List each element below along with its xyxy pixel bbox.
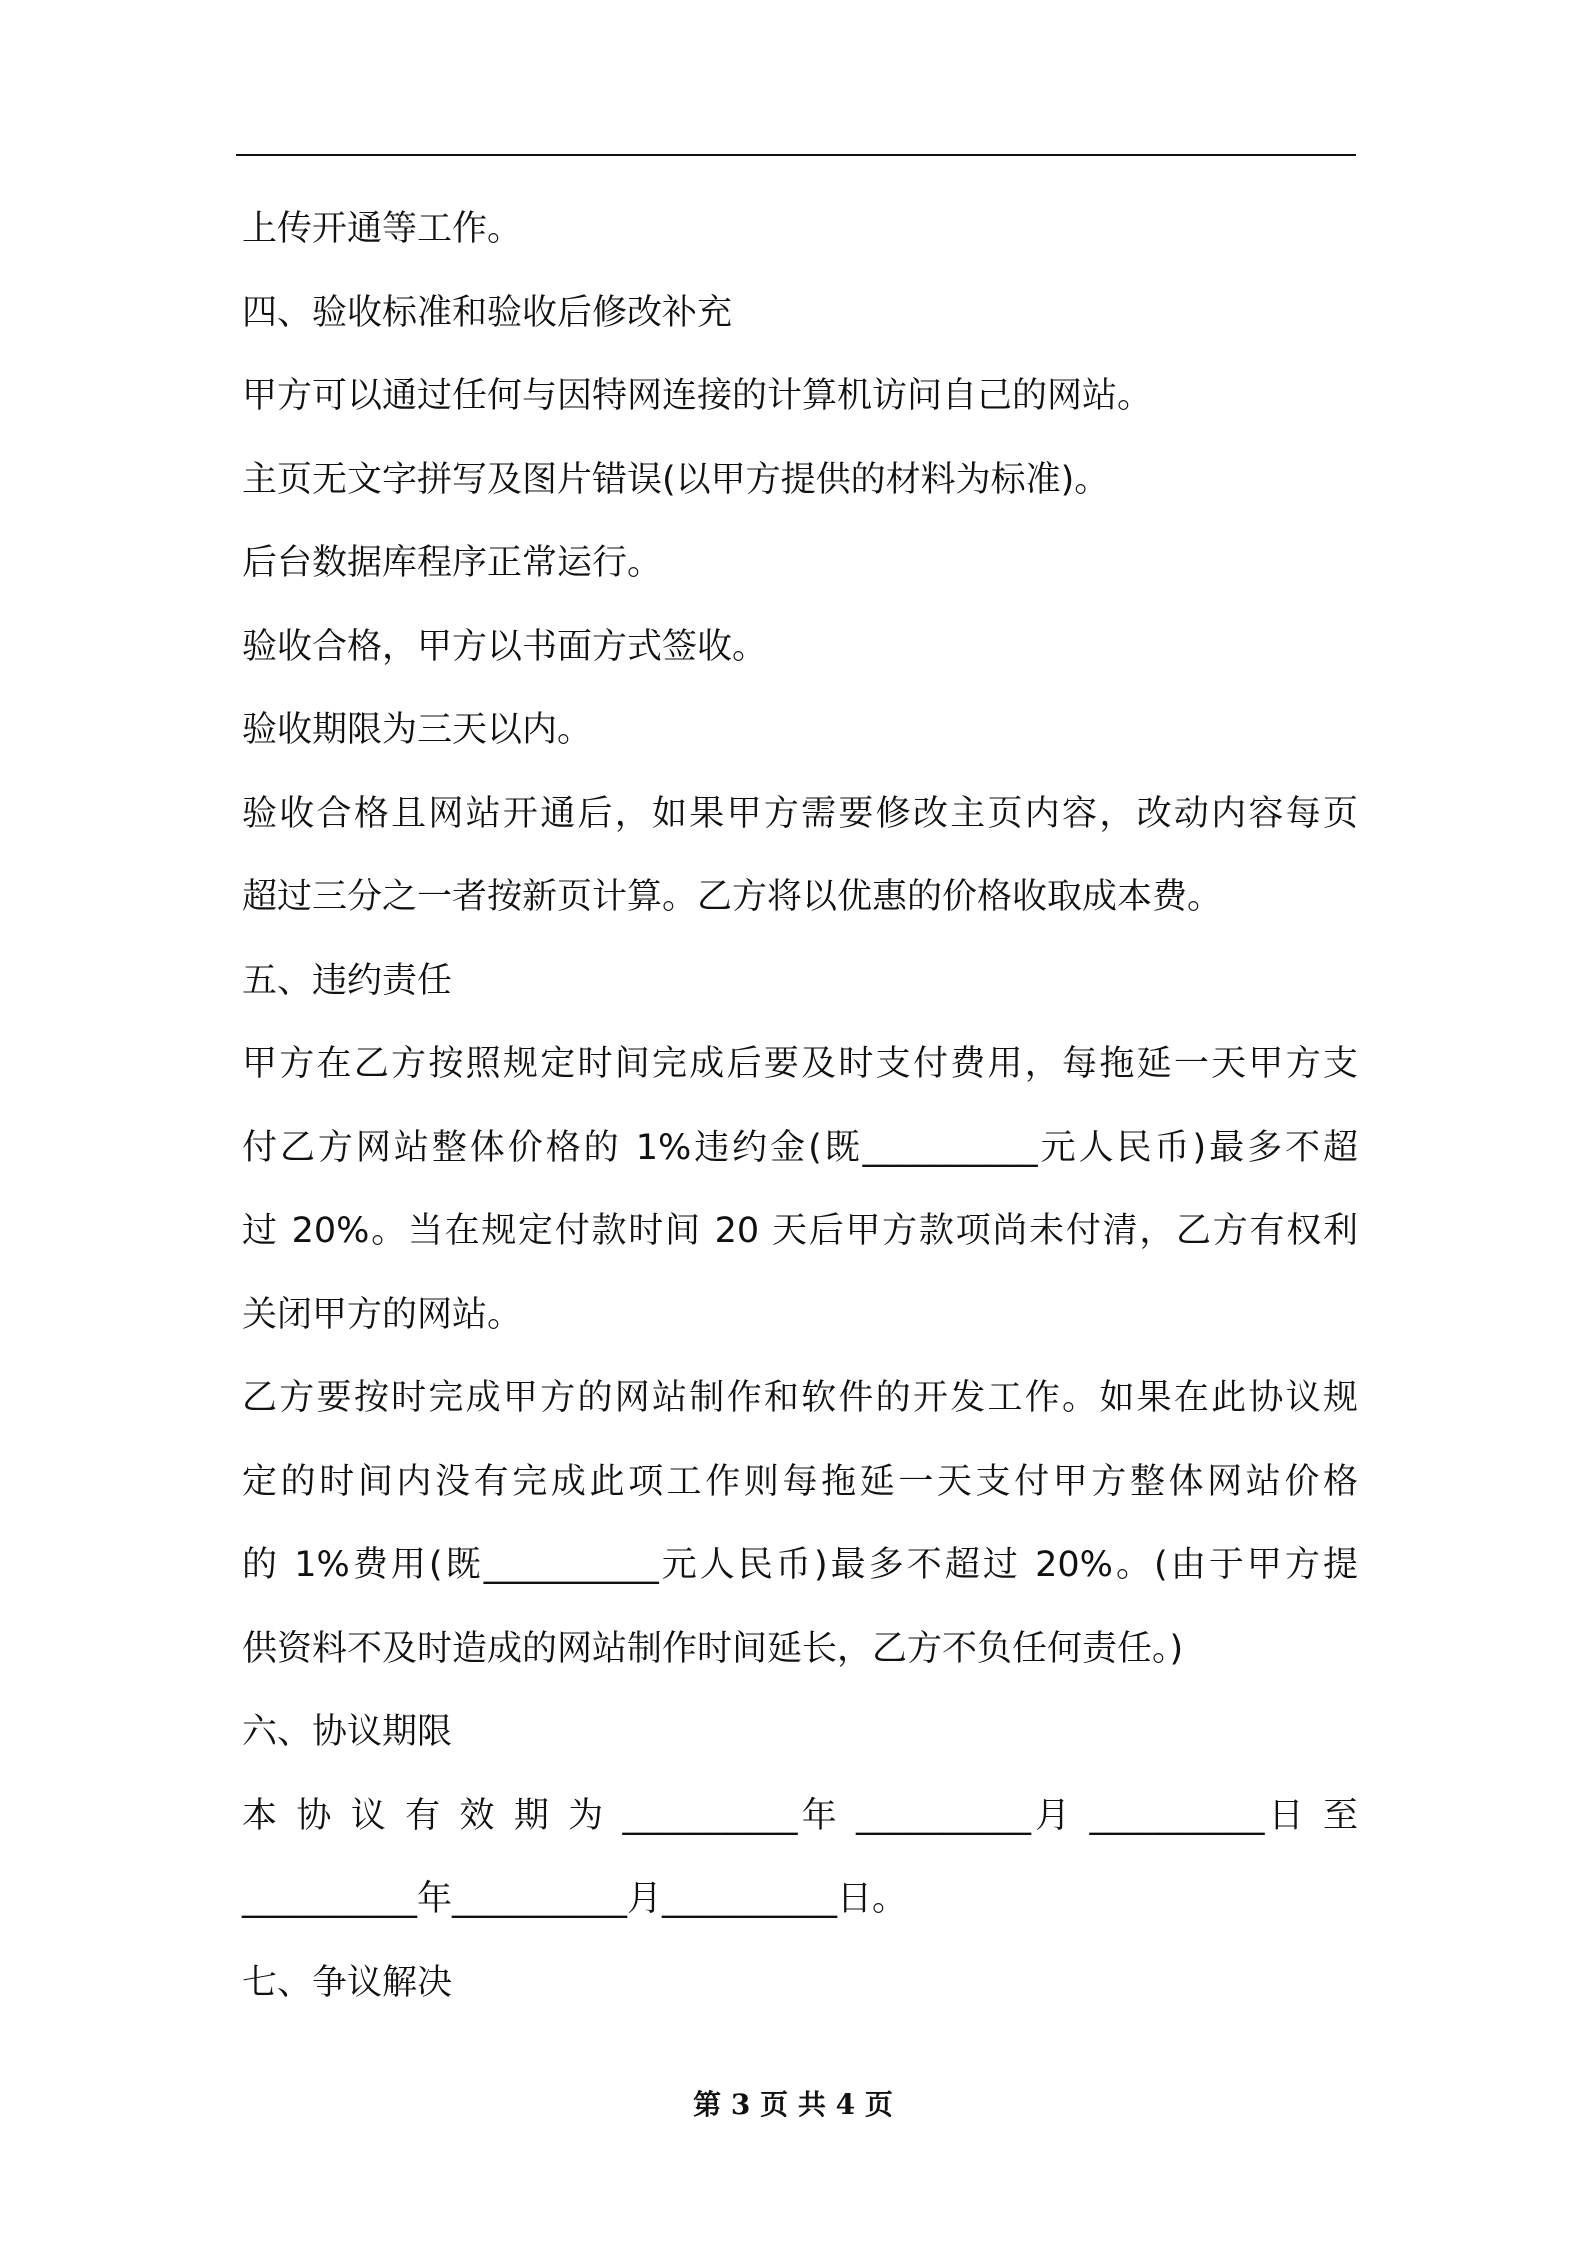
paragraph-line: 后台数据库程序正常运行。 (242, 543, 663, 583)
section-heading-dispute: 七、争议解决 (242, 1962, 453, 2003)
paragraph-line: 本 协 议 有 效 期 为 __________年 __________月 __________日 至 (242, 1795, 1358, 1836)
paragraph-line: 甲方在乙方按照规定时间完成后要及时支付费用，每拖延一天甲方支 (242, 1044, 1358, 1084)
paragraph-line: 供资料不及时造成的网站制作时间延长，乙方不负任何责任。) (242, 1628, 1184, 1669)
paragraph-line: 验收合格且网站开通后，如果甲方需要修改主页内容，改动内容每页 (242, 793, 1358, 834)
paragraph-line: 超过三分之一者按新页计算。乙方将以优惠的价格收取成本费。 (242, 877, 1223, 917)
paragraph-line: 付乙方网站整体价格的 1%违约金(既__________元人民币)最多不超 (242, 1127, 1358, 1168)
section-heading-term: 六、协议期限 (242, 1712, 453, 1752)
header-rule (236, 154, 1356, 156)
paragraph-line: 定的时间内没有完成此项工作则每拖延一天支付甲方整体网站价格 (242, 1461, 1358, 1502)
paragraph-line: 上传开通等工作。 (242, 209, 523, 249)
paragraph-line: 的 1%费用(既__________元人民币)最多不超过 20%。(由于甲方提 (242, 1545, 1358, 1585)
paragraph-line: 乙方要按时完成甲方的网站制作和软件的开发工作。如果在此协议规 (242, 1378, 1358, 1418)
document-body (242, 196, 1358, 2033)
paragraph-line: 过 20%。当在规定付款时间 20 天后甲方款项尚未付清，乙方有权利 (242, 1211, 1358, 1251)
page-number-footer: 第 3 页 共 4 页 (693, 2088, 893, 2121)
section-heading-liability: 五、违约责任 (242, 960, 453, 1001)
paragraph-line: 主页无文字拼写及图片错误(以甲方提供的材料为标准)。 (242, 459, 1110, 500)
paragraph-line: 验收期限为三天以内。 (242, 710, 593, 750)
paragraph-line: 关闭甲方的网站。 (242, 1294, 523, 1335)
paragraph-line: 甲方可以通过任何与因特网连接的计算机访问自己的网站。 (242, 376, 1153, 416)
paragraph-line: __________年__________月__________日。 (242, 1879, 908, 1919)
paragraph-line: 验收合格，甲方以书面方式签收。 (242, 626, 768, 667)
section-heading-acceptance: 四、验收标准和验收后修改补充 (242, 292, 733, 333)
